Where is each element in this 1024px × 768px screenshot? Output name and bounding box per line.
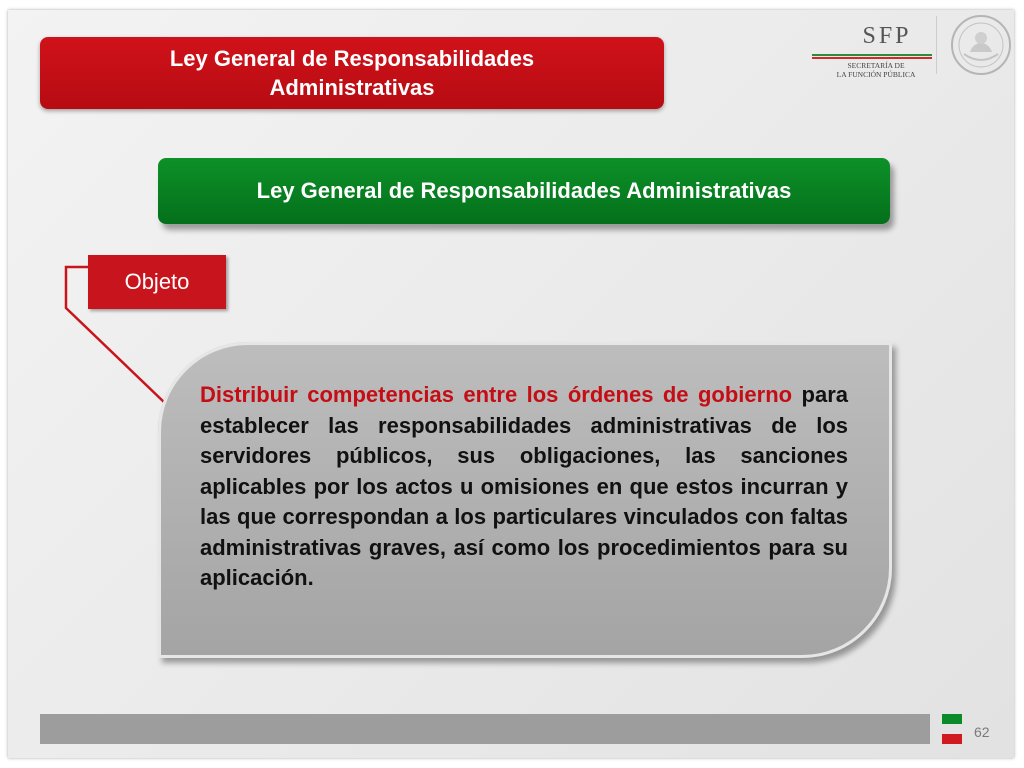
flag-icon [942, 714, 962, 744]
green-title-banner [158, 158, 890, 224]
logo-acronym: SFP [862, 23, 912, 49]
slide [8, 10, 1014, 758]
sfp-logo [812, 24, 932, 78]
red-title-banner [40, 37, 664, 109]
content-text [200, 380, 848, 594]
green-title-text: Ley General de Responsabilidades Administrativas [256, 178, 792, 203]
logo-stripes [812, 54, 932, 60]
logo-divider [936, 16, 937, 74]
content-body: para establecer las responsabilidades administrativas de los servidores públicos, sus obligaciones, las sanciones aplicables por los actos u omisiones en que estos incurran y las que correspondan a los particulares vinculados con faltas administrativas graves, así como los procedimientos para su aplicación. [200, 382, 848, 590]
content-highlight: Distribuir competencias entre los órdenes de gobierno [200, 382, 793, 407]
logo-line2: LA FUNCIÓN PÚBLICA [836, 70, 916, 79]
logo-subtitle [826, 61, 926, 79]
content-box [158, 342, 892, 658]
red-title-text: Ley General de Responsabilidades Administrativas [169, 46, 535, 100]
objeto-text: Objeto [124, 269, 190, 294]
page-number: 62 [974, 724, 990, 740]
logo-line1: SECRETARÍA DE [847, 61, 905, 70]
footer-bar [40, 714, 930, 744]
objeto-label [88, 255, 226, 309]
seal-icon [950, 14, 1012, 76]
